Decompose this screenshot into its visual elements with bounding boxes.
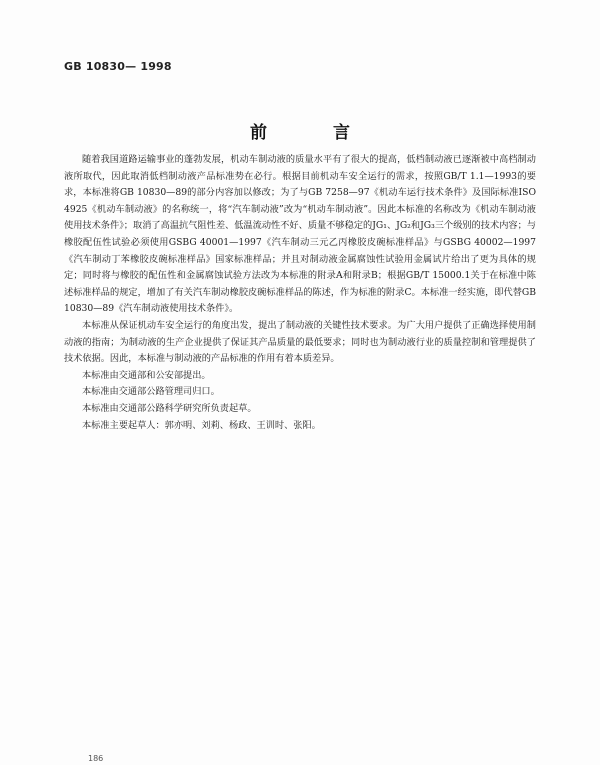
paragraph-5: 本标准由交通部公路科学研究所负责起草。 <box>82 402 257 414</box>
foreword-body <box>64 152 536 434</box>
paragraph-2: 本标准从保证机动车安全运行的角度出发，提出了制动液的关键性技术要求。为广大用户提供了正确选择使用制动液的指南；为制动液的生产企业提供了保证其产品质量的最低要求；同时也为制动液行业的质量控制和管理提供了技术依据。因此，本标准与制动液的产品标准的作用有着本质差异。 <box>64 319 536 365</box>
page-number: 186 <box>88 754 104 763</box>
page-title: 前 言 <box>250 123 380 143</box>
paragraph-1: 随着我国道路运输事业的蓬勃发展，机动车制动液的质量水平有了很大的提高，低档制动液已逐渐被中高档制动液所取代，因此取消低档制动液产品标准势在必行。根据目前机动车安全运行的需求，按照GB/T 1.1—1993的要求，本标准将GB 10830—89的部分内容加以修改；为了与GB 7258—97《机动车运行技术条件》及国际标准ISO 4925《机动车制动液》的名称统一，将“汽车制动液”改为“机动车制动液”。因此本标准的名称改为《机动车制动液使用技术条件》；取消了高温抗气阻性差、低温流动性不好、质量不够稳定的JG₁、JG₂和JG₃三个级别的技术内容；与橡胶配伍性试验必须使用GSBG 40001—1997《汽车制动三元乙丙橡胶皮碗标准样品》与GSBG 40002—1997《汽车制动丁苯橡胶皮碗标准样品》国家标准样品；并且对制动液金属腐蚀性试验用金属试片给出了更为具体的规定；同时将与橡胶的配伍性和金属腐蚀试验方法改为本标准的附录A和附录B；根据GB/T 15000.1关于在标准中陈述标准样品的规定，增加了有关汽车制动橡胶皮碗标准样品的陈述，作为标准的附录C。本标准一经实施，即代替GB 10830—89《汽车制动液使用技术条件》。 <box>64 154 536 315</box>
paragraph-3: 本标准由交通部和公安部提出。 <box>82 369 211 381</box>
paragraph-4: 本标准由交通部公路管理司归口。 <box>82 386 220 398</box>
paragraph-6: 本标准主要起草人：郭亦明、刘莉、杨政、王训时、张阳。 <box>82 419 321 431</box>
standard-code: GB 10830— 1998 <box>64 60 172 73</box>
